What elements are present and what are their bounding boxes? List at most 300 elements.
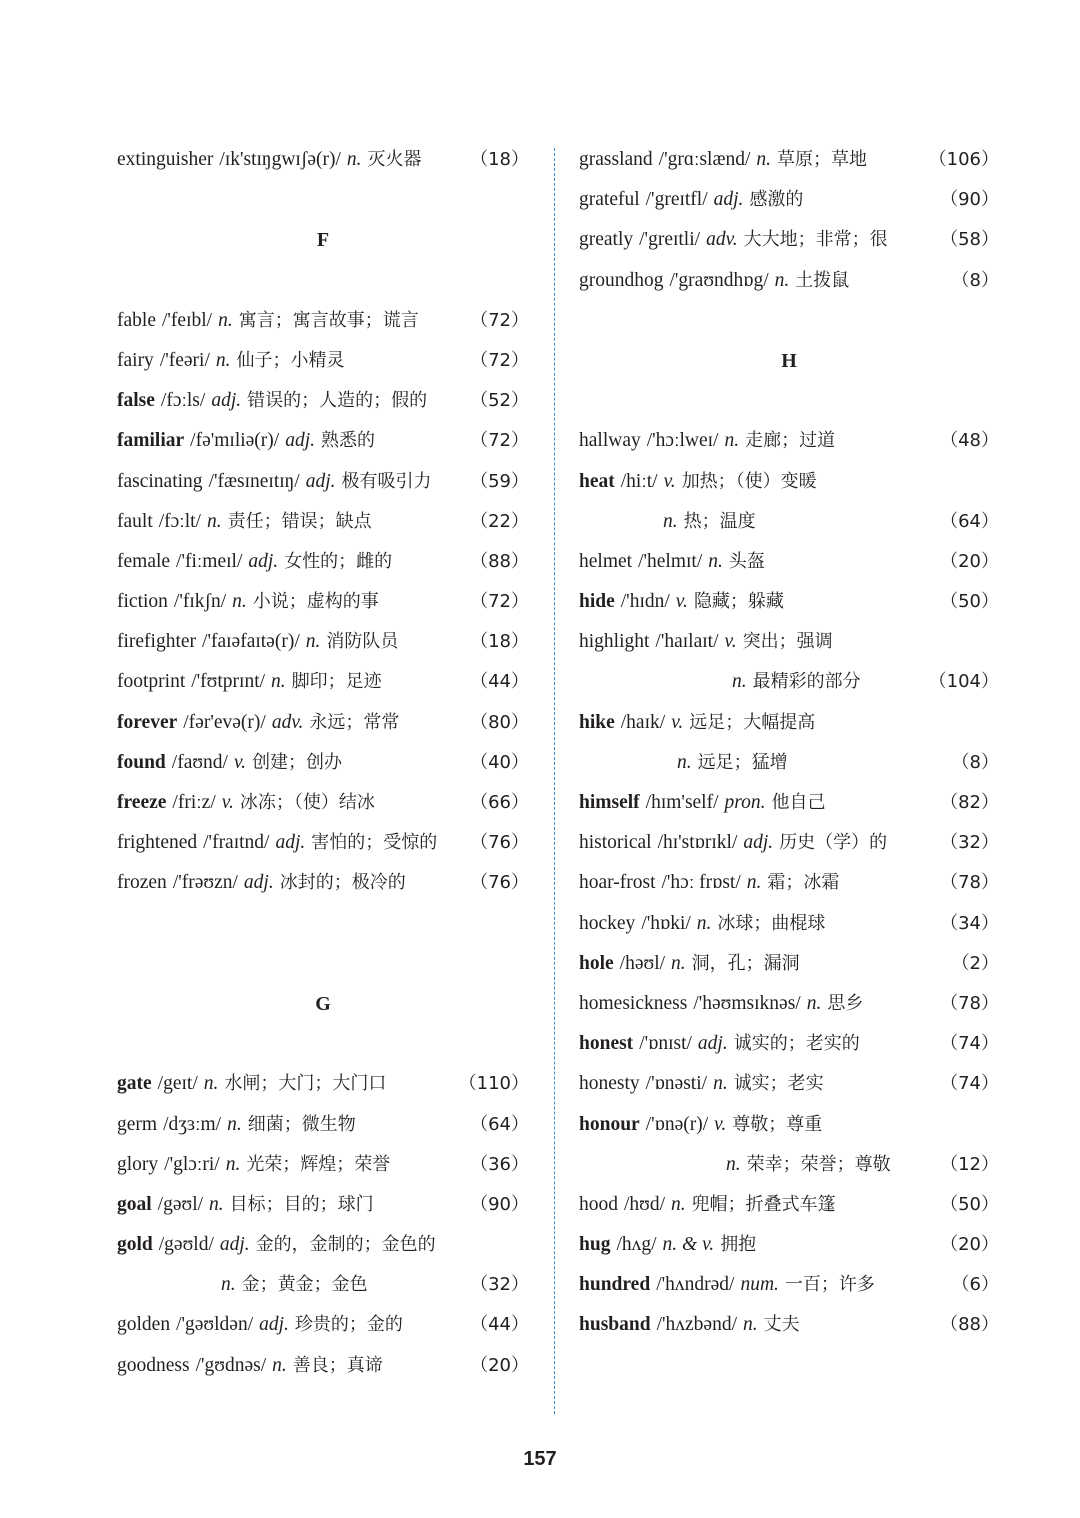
page-ref: （106） — [928, 149, 999, 170]
meaning: 冰冻；（使）结冰 — [239, 792, 375, 813]
meaning: 寓言；寓言故事；谎言 — [238, 309, 419, 331]
entry-text — [117, 1105, 362, 1145]
part-of-speech: v. — [663, 470, 676, 492]
headword: goodness — [117, 1354, 190, 1376]
phonetic: /'greɪtfl/ — [645, 189, 708, 211]
headword: hood — [579, 1193, 618, 1215]
page-number: 157 — [523, 1448, 557, 1470]
part-of-speech: v. — [221, 792, 234, 813]
meaning: 消防队员 — [326, 631, 399, 653]
entry-text — [579, 783, 832, 823]
glossary-entry — [117, 341, 529, 381]
part-of-speech: adv. — [271, 711, 304, 733]
meaning: 目标；目的；球门 — [229, 1193, 374, 1215]
page-ref: （50） — [940, 591, 999, 613]
part-of-speech: n. — [272, 1354, 287, 1376]
headword: freeze — [117, 792, 167, 813]
entry-text — [117, 542, 398, 582]
page-ref: （90） — [470, 1193, 529, 1215]
entry-text — [579, 582, 790, 622]
headword: fiction — [117, 591, 168, 613]
headword: honest — [579, 1033, 634, 1055]
part-of-speech: n. — [225, 1153, 241, 1175]
page-ref: （72） — [470, 349, 529, 371]
headword: fault — [117, 510, 153, 532]
entry-text — [117, 421, 381, 461]
glossary-entry — [117, 301, 529, 341]
entry-text — [117, 1346, 389, 1386]
page-ref: （8） — [951, 751, 999, 773]
part-of-speech: n. — [663, 510, 678, 532]
part-of-speech: n. — [671, 952, 686, 974]
glossary-entry — [117, 863, 529, 903]
headword: himself — [579, 792, 640, 813]
headword: fairy — [117, 349, 154, 371]
part-of-speech: adj. — [305, 470, 336, 492]
headword: homesickness — [579, 992, 688, 1014]
part-of-speech: n. — [203, 1073, 219, 1095]
headword: glory — [117, 1153, 159, 1175]
phonetic: /'grɑːslænd/ — [658, 149, 751, 170]
glossary-entry — [579, 421, 999, 461]
headword: husband — [579, 1314, 651, 1336]
part-of-speech: n. & v. — [662, 1234, 715, 1256]
headword: grassland — [579, 149, 653, 170]
part-of-speech: n. — [271, 671, 286, 693]
page-ref: （58） — [940, 229, 999, 251]
glossary-entry — [579, 582, 999, 622]
entry-text — [117, 743, 348, 783]
meaning: 热；温度 — [683, 510, 756, 532]
entry-text — [579, 1265, 881, 1305]
page-ref: （76） — [470, 872, 529, 894]
meaning: 历史（学）的 — [779, 832, 888, 854]
glossary-entry — [579, 743, 999, 783]
glossary-entry — [117, 1185, 529, 1225]
phonetic: /'hɪdn/ — [620, 591, 670, 613]
entry-text — [579, 944, 806, 984]
page-ref: （48） — [940, 430, 999, 452]
entry-text — [677, 743, 794, 783]
headword: germ — [117, 1113, 158, 1135]
meaning: 尊敬；尊重 — [732, 1113, 823, 1135]
part-of-speech: v. — [675, 591, 688, 613]
headword: highlight — [579, 631, 650, 653]
entry-text — [117, 622, 404, 662]
meaning: 仙子；小精灵 — [236, 349, 345, 371]
phonetic: /faʊnd/ — [171, 751, 228, 773]
entry-text — [117, 1185, 380, 1225]
meaning: 光荣；辉煌；荣誉 — [246, 1153, 391, 1175]
meaning: 草原；草地 — [777, 149, 868, 170]
part-of-speech: v. — [671, 711, 684, 733]
glossary-entry — [579, 502, 999, 542]
glossary-entry — [579, 622, 999, 662]
meaning: 错误的；人造的；假的 — [247, 390, 428, 412]
phonetic: /'faɪəfaɪtə(r)/ — [202, 631, 300, 653]
page-ref: （78） — [940, 992, 999, 1014]
glossary-entry — [117, 703, 529, 743]
page-ref: （8） — [951, 269, 999, 291]
headword: firefighter — [117, 631, 197, 653]
spacer — [117, 904, 529, 944]
glossary-entry — [117, 1346, 529, 1386]
phonetic: /'hɔːlweɪ/ — [646, 430, 719, 452]
glossary-entry — [117, 743, 529, 783]
page-ref: （76） — [470, 832, 529, 854]
entry-text — [117, 783, 381, 823]
glossary-entry — [117, 381, 529, 421]
part-of-speech: n. — [732, 671, 747, 693]
glossary-entry — [579, 783, 999, 823]
glossary-entry — [117, 783, 529, 823]
page-ref: （40） — [470, 751, 529, 773]
meaning: 冰球；曲棍球 — [717, 912, 826, 934]
meaning: 思乡 — [827, 992, 864, 1014]
entry-text — [579, 863, 845, 903]
spacer — [117, 261, 529, 301]
headword: hundred — [579, 1274, 651, 1296]
part-of-speech: n. — [806, 992, 822, 1014]
meaning: 脚印；足迹 — [291, 671, 382, 693]
meaning: 灭火器 — [367, 149, 422, 170]
part-of-speech: adj. — [275, 832, 306, 854]
headword: familiar — [117, 430, 185, 452]
glossary-entry — [117, 1145, 529, 1185]
phonetic: /hɪ'stɒrɪkl/ — [657, 832, 738, 854]
glossary-entry — [579, 1265, 999, 1305]
headword: honour — [579, 1113, 640, 1135]
entry-text — [117, 301, 425, 341]
phonetic: /'fɪkʃn/ — [173, 591, 227, 613]
headword: false — [117, 390, 155, 412]
meaning: 他自己 — [771, 792, 826, 813]
page-ref: （34） — [940, 912, 999, 934]
glossary-entry — [117, 502, 529, 542]
glossary-entry — [579, 140, 999, 180]
meaning: 细菌；微生物 — [247, 1113, 356, 1135]
headword: helmet — [579, 550, 633, 572]
phonetic: /'feɪbl/ — [161, 309, 213, 331]
spacer — [117, 944, 529, 984]
page-ref: （18） — [470, 631, 529, 653]
page-ref: （6） — [951, 1274, 999, 1296]
page-ref: （50） — [940, 1193, 999, 1215]
phonetic: /'gəʊldən/ — [176, 1314, 254, 1336]
right-column — [579, 140, 999, 1346]
part-of-speech: n. — [232, 591, 247, 613]
meaning: 珍贵的；金的 — [294, 1314, 403, 1336]
meaning: 最精彩的部分 — [752, 671, 861, 693]
phonetic: /'ɒnɪst/ — [639, 1033, 692, 1055]
meaning: 兜帽；折叠式车篷 — [691, 1193, 836, 1215]
part-of-speech: n. — [708, 550, 723, 572]
phonetic: /'həʊmsɪknəs/ — [693, 992, 801, 1014]
phonetic: /'fiːmeɪl/ — [176, 550, 243, 572]
entry-text — [579, 421, 841, 461]
part-of-speech: n. — [209, 1193, 224, 1215]
phonetic: /fə'mɪliə(r)/ — [190, 430, 280, 452]
phonetic: /'feəri/ — [159, 349, 210, 371]
part-of-speech: adj. — [743, 832, 774, 854]
part-of-speech: adj. — [713, 189, 744, 211]
meaning: 大大地；非常；很 — [743, 229, 888, 251]
glossary-entry — [579, 662, 999, 702]
phonetic: /fɔːls/ — [160, 390, 206, 412]
meaning: 远足；大幅提高 — [689, 711, 816, 733]
part-of-speech: n. — [221, 1274, 236, 1296]
headword: gate — [117, 1073, 152, 1095]
spacer — [117, 1024, 529, 1064]
headword: greatly — [579, 229, 634, 251]
page-ref: （36） — [470, 1153, 529, 1175]
spacer — [579, 301, 999, 341]
headword: hallway — [579, 430, 641, 452]
meaning: 隐藏；躲藏 — [693, 591, 784, 613]
part-of-speech: adj. — [219, 1234, 250, 1256]
part-of-speech: v. — [714, 1113, 727, 1135]
glossary-entry — [579, 984, 999, 1024]
headword: frozen — [117, 872, 167, 894]
part-of-speech: n. — [756, 149, 772, 170]
meaning: 加热；（使）变暖 — [681, 470, 817, 492]
meaning: 感激的 — [749, 189, 804, 211]
phonetic: /'hɒki/ — [641, 912, 691, 934]
page-ref: （90） — [940, 189, 999, 211]
entry-text — [579, 1305, 806, 1345]
glossary-entry — [579, 703, 999, 743]
phonetic: /dʒɜːm/ — [163, 1113, 222, 1135]
glossary-entry — [579, 1185, 999, 1225]
entry-text — [579, 823, 893, 863]
entry-text — [117, 1305, 409, 1345]
entry-text — [579, 1225, 762, 1265]
phonetic: /'glɔːri/ — [164, 1153, 220, 1175]
part-of-speech: n. — [677, 751, 692, 773]
headword: goal — [117, 1193, 152, 1215]
entry-text — [579, 1064, 830, 1104]
glossary-entry — [117, 1064, 529, 1104]
phonetic: /geɪt/ — [157, 1073, 198, 1095]
entry-text — [579, 180, 809, 220]
entry-text — [117, 863, 412, 903]
entry-text — [117, 823, 443, 863]
headword: hike — [579, 711, 615, 733]
part-of-speech: n. — [746, 872, 762, 894]
glossary-entry — [117, 582, 529, 622]
entry-text — [579, 1024, 866, 1064]
glossary-entry — [579, 863, 999, 903]
headword: hug — [579, 1234, 611, 1256]
entry-text — [663, 502, 762, 542]
column-divider — [554, 148, 555, 1414]
meaning: 荣幸；荣誉；尊敬 — [746, 1153, 891, 1175]
entry-text — [117, 582, 385, 622]
page-ref: （12） — [940, 1153, 999, 1175]
page-ref: （88） — [470, 550, 529, 572]
glossary-entry — [579, 1024, 999, 1064]
entry-text — [117, 341, 351, 381]
part-of-speech: n. — [227, 1113, 242, 1135]
part-of-speech: adj. — [248, 550, 279, 572]
part-of-speech: v. — [233, 751, 247, 773]
meaning: 女性的；雌的 — [284, 550, 393, 572]
page-ref: （2） — [951, 952, 999, 974]
part-of-speech: n. — [206, 510, 222, 532]
meaning: 霜；冰霜 — [767, 872, 840, 894]
glossary-entry — [579, 1225, 999, 1265]
page-ref: （18） — [470, 149, 529, 170]
glossary-entry — [117, 140, 529, 180]
phonetic: /'ɒnə(r)/ — [645, 1113, 709, 1135]
entry-text — [579, 542, 771, 582]
page-ref: （74） — [940, 1033, 999, 1055]
glossary-entry — [117, 421, 529, 461]
entry-text — [221, 1265, 374, 1305]
phonetic: /'haɪlaɪt/ — [655, 631, 719, 653]
headword: golden — [117, 1314, 171, 1336]
section-letter: F — [316, 229, 330, 252]
phonetic: /hʊd/ — [624, 1193, 666, 1215]
page-ref: （88） — [940, 1314, 999, 1336]
entry-text — [117, 462, 438, 502]
glossary-entry — [579, 1064, 999, 1104]
headword: female — [117, 550, 171, 572]
part-of-speech: n. — [713, 1073, 728, 1095]
part-of-speech: adj. — [285, 430, 316, 452]
headword: found — [117, 751, 166, 773]
meaning: 土拨鼠 — [795, 269, 850, 291]
meaning: 永远；常常 — [309, 711, 400, 733]
page-ref: （20） — [940, 1234, 999, 1256]
part-of-speech: adj. — [697, 1033, 728, 1055]
entry-text — [579, 703, 821, 743]
left-column — [117, 140, 529, 1386]
glossary-entry — [579, 904, 999, 944]
entry-text — [117, 502, 378, 542]
meaning: 金；黄金；金色 — [241, 1274, 368, 1296]
phonetic: /hʌg/ — [616, 1234, 657, 1256]
page-ref: （110） — [458, 1073, 529, 1095]
phonetic: /gəʊld/ — [158, 1234, 214, 1256]
page-ref: （64） — [940, 510, 999, 532]
headword: gold — [117, 1234, 153, 1256]
part-of-speech: v. — [724, 631, 737, 653]
meaning: 一百；许多 — [784, 1274, 875, 1296]
headword: groundhog — [579, 269, 664, 291]
headword: frightened — [117, 832, 198, 854]
glossary-entry — [117, 1265, 529, 1305]
phonetic: /'hɔː frɒst/ — [661, 872, 741, 894]
meaning: 水闸；大门；大门口 — [224, 1073, 387, 1095]
glossary-entry — [117, 622, 529, 662]
page-ref: （104） — [928, 671, 999, 693]
phonetic: /'gʊdnəs/ — [195, 1354, 267, 1376]
part-of-speech: n. — [724, 430, 740, 452]
meaning: 诚实的；老实的 — [733, 1033, 860, 1055]
phonetic: /'graʊndhɒg/ — [669, 269, 769, 291]
glossary-entry — [579, 220, 999, 260]
entry-text — [579, 1105, 828, 1145]
meaning: 极有吸引力 — [341, 470, 432, 492]
glossary-entry — [579, 462, 999, 502]
entry-text — [732, 662, 867, 702]
headword: extinguisher — [117, 149, 214, 170]
meaning: 远足；猛增 — [697, 751, 788, 773]
part-of-speech: adj. — [243, 872, 274, 894]
meaning: 金的，金制的；金色的 — [255, 1234, 436, 1256]
glossary-entry — [117, 1305, 529, 1345]
page-ref: （32） — [940, 832, 999, 854]
meaning: 责任；错误；缺点 — [227, 510, 372, 532]
entry-text — [579, 462, 823, 502]
glossary-entry — [117, 462, 529, 502]
part-of-speech: pron. — [724, 792, 766, 813]
phonetic: /friːz/ — [172, 792, 216, 813]
entry-text — [117, 1145, 396, 1185]
headword: hide — [579, 591, 615, 613]
page-ref: （64） — [470, 1113, 529, 1135]
glossary-entry — [579, 823, 999, 863]
phonetic: /hiːt/ — [620, 470, 658, 492]
meaning: 熟悉的 — [321, 430, 376, 452]
page-ref: （22） — [470, 510, 529, 532]
part-of-speech: n. — [671, 1193, 686, 1215]
headword: grateful — [579, 189, 640, 211]
meaning: 洞，孔；漏洞 — [691, 952, 800, 974]
glossary-entry — [579, 1145, 999, 1185]
phonetic: /'ɒnəsti/ — [645, 1073, 708, 1095]
headword: hoar-frost — [579, 872, 656, 894]
spacer — [117, 180, 529, 220]
entry-text — [117, 140, 428, 180]
entry-text — [579, 140, 873, 180]
part-of-speech: adv. — [706, 229, 738, 251]
meaning: 冰封的；极冷的 — [279, 872, 406, 894]
part-of-speech: n. — [305, 631, 321, 653]
page-ref: （52） — [470, 390, 529, 412]
meaning: 小说；虚构的事 — [252, 591, 379, 613]
glossary-entry — [579, 261, 999, 301]
headword: forever — [117, 711, 178, 733]
part-of-speech: n. — [726, 1153, 741, 1175]
meaning: 拥抱 — [720, 1234, 757, 1256]
entry-text — [579, 984, 869, 1024]
phonetic: /'fæsɪneɪtɪŋ/ — [208, 470, 300, 492]
page-ref: （66） — [470, 792, 529, 813]
page-ref: （72） — [470, 430, 529, 452]
entry-text — [579, 904, 831, 944]
entry-text — [726, 1145, 897, 1185]
glossary-entry — [117, 662, 529, 702]
entry-text — [579, 261, 855, 301]
phonetic: /fər'evə(r)/ — [183, 711, 266, 733]
glossary-entry — [579, 1305, 999, 1345]
phonetic: /ɪk'stɪŋgwɪʃə(r)/ — [219, 149, 341, 170]
page-ref: （74） — [940, 1073, 999, 1095]
entry-text — [117, 1064, 392, 1104]
headword: honesty — [579, 1073, 640, 1095]
page-ref: （44） — [470, 1314, 529, 1336]
meaning: 创建；创办 — [252, 751, 343, 773]
page-ref: （59） — [470, 470, 529, 492]
entry-text — [579, 220, 894, 260]
page-ref: （72） — [470, 309, 529, 331]
phonetic: /'fʊtprɪnt/ — [191, 671, 266, 693]
part-of-speech: adj. — [211, 390, 242, 412]
phonetic: /'helmɪt/ — [638, 550, 703, 572]
meaning: 善良；真谛 — [292, 1354, 383, 1376]
